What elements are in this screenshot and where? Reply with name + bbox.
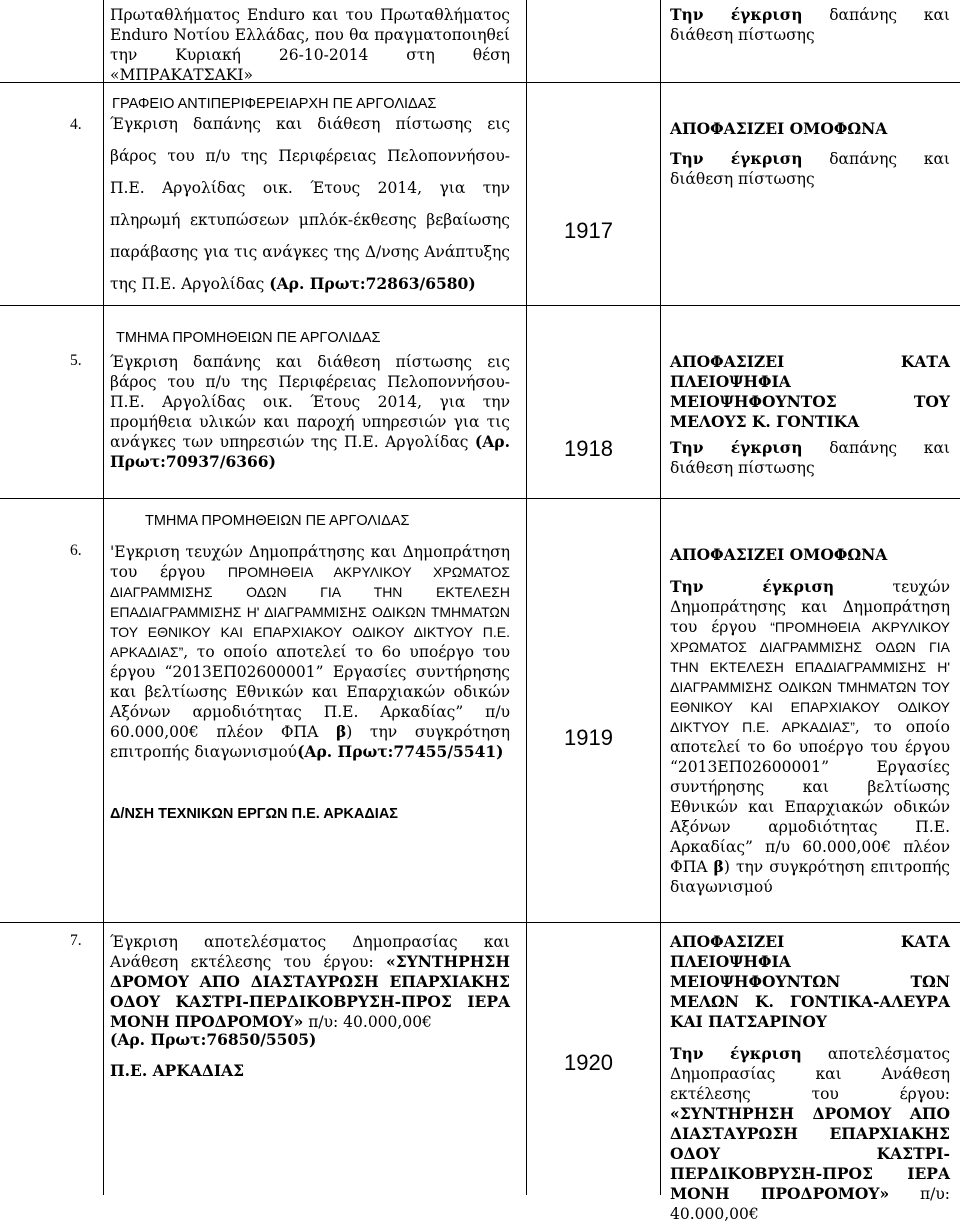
agenda-text: Έγκριση αποτελέσματος Δημοπρασίας και Ανάθεση εκτέλεσης του έργου: «ΣΥΝΤΗΡΗΣΗ ΔΡΟΜΟΥ ΑΠΟ ΔΙΑΣΤΑΥΡΩΣΗ ΕΠΑΡΧΙΑΚΗΣ ΟΔΟΥ ΚΑΣΤΡΙ-ΠΕΡΔΙΚΟΒΡΥΣΗ-ΠΡΟΣ ΙΕΡΑ ΜΟΝΗ ΠΡΟΔΡΟΜΟΥ» π/υ: 40.000,00€ xyxy=(110,933,510,1031)
row-divider xyxy=(0,305,960,306)
item-number: 7. xyxy=(70,932,82,949)
decision-number: 1917 xyxy=(564,218,613,243)
decision-text: Την έγκριση δαπάνης και διάθεση πίστωσης xyxy=(670,5,950,44)
service-name: Π.Ε. ΑΡΚΑΔΙΑΣ xyxy=(110,1061,245,1080)
agenda-text: Πρωταθλήματος Enduro και του Πρωταθλήματος Enduro Νοτίου Ελλάδας, που θα πραγματοποιηθεί την Κυριακή 26-10-2014 στη θέση «ΜΠΡΑΚΑΤΣΑΚΙ» xyxy=(110,6,510,84)
decision-text: ΑΠΟΦΑΣΙΖΕΙ ΟΜΟΦΩΝΑ Την έγκριση τευχών Δημοπράτησης και Δημοπράτηση του έργου “ΠΡΟΜΗΘΕΙΑ ΑΚΡΥΛΙΚΟΥ ΧΡΩΜΑΤΟΣ ΔΙΑΓΡΑΜΜΙΣΗΣ ΟΔΩΝ ΓΙΑ ΤΗΝ ΕΚΤΕΛΕΣΗ ΕΠΑΔΙΑΓΡΑΜΜΙΣΗΣ Η' ΔΙΑΓΡΑΜΜΙΣΗΣ ΟΔΙΚΩΝ ΤΜΗΜΑΤΩΝ ΤΟΥ ΕΘΝΙΚΟΥ ΚΑΙ ΕΠΑΡΧΙΑΚΟΥ ΟΔΙΚΟΥ ΔΙΚΤΥΟΥ Π.Ε. ΑΡΚΑΔΙΑΣ”, το οποίο αποτελεί το 6ο υποέργο του έργου “2013ΕΠ02600001” Εργασίες συντήρησης και βελτίωσης Εθνικών και Επαρχιακών οδικών Αξόνων αρμοδιότητας Π.Ε. Αρκαδίας” π/υ 60.000,00€ πλέον ΦΠΑ β) την συγκρότηση επιτροπής διαγωνισμού xyxy=(670,545,951,896)
decision-number: 1918 xyxy=(564,436,613,461)
agenda-text: Έγκριση δαπάνης και διάθεση πίστωσης εις βάρος του π/υ της Περιφέρειας Πελοποννήσου-Π.Ε. Αργολίδας οικ. Έτους 2014, για την προμήθεια υλικών και παροχή υπηρεσιών για τις ανάγκες των υπηρεσιών της Π.Ε. Αργολίδας (Αρ. Πρωτ:70937/6366) xyxy=(110,353,510,471)
decision-text: ΑΠΟΦΑΣΙΖΕΙ ΟΜΟΦΩΝΑ Την έγκριση δαπάνης και διάθεση πίστωσης xyxy=(670,119,950,188)
row-divider xyxy=(0,498,960,499)
table-border-mid xyxy=(526,0,527,1195)
agenda-text: 'Εγκριση τευχών Δημοπράτησης και Δημοπράτηση του έργου ΠΡΟΜΗΘΕΙΑ ΑΚΡΥΛΙΚΟΥ ΧΡΩΜΑΤΟΣ ΔΙΑΓΡΑΜΜΙΣΗΣ ΟΔΩΝ ΓΙΑ ΤΗΝ ΕΚΤΕΛΕΣΗ ΕΠΑΔΙΑΓΡΑΜΜΙΣΗΣ Η' ΔΙΑΓΡΑΜΜΙΣΗΣ ΟΔΙΚΩΝ ΤΜΗΜΑΤΩΝ ΤΟΥ ΕΘΝΙΚΟΥ ΚΑΙ ΕΠΑΡΧΙΑΚΟΥ ΟΔΙΚΟΥ ΔΙΚΤΥΟΥ Π.Ε. ΑΡΚΑΔΙΑΣ”, το οποίο αποτελεί το 6ο υποέργο του έργου “2013ΕΠ02600001” Εργασίες συντήρησης και βελτίωσης Εθνικών και Επαρχιακών οδικών Αξόνων αρμοδιότητας Π.Ε. Αρκαδίας” π/υ 60.000,00€ πλέον ΦΠΑ β) την συγκρότηση επιτροπής διαγωνισμού(Αρ. Πρωτ:77455/5541) xyxy=(110,543,511,761)
decision-number: 1919 xyxy=(564,725,613,750)
decision-text: ΑΠΟΦΑΣΙΖΕΙ ΚΑΤΑ ΠΛΕΙΟΨΗΦΙΑ ΜΕΙΟΨΗΦΟΥΝΤΩΝ ΤΩΝ ΜΕΛΩΝ Κ. ΓΟΝΤΙΚΑ-ΑΛΕΥΡΑ ΚΑΙ ΠΑΤΣΑΡΙΝΟΥ Την έγκριση αποτελέσματος Δημοπρασίας και Ανάθεση εκτέλεσης του έργου: «ΣΥΝΤΗΡΗΣΗ ΔΡΟΜΟΥ ΑΠΟ ΔΙΑΣΤΑΥΡΩΣΗ ΕΠΑΡΧΙΑΚΗΣ ΟΔΟΥ ΚΑΣΤΡΙ-ΠΕΡΔΙΚΟΒΡΥΣΗ-ΠΡΟΣ ΙΕΡΑ ΜΟΝΗ ΠΡΟΔΡΟΜΟΥ» π/υ: 40.000,00€ xyxy=(670,932,950,1223)
reference-number: (Αρ. Πρωτ:76850/5505) xyxy=(110,1030,317,1049)
table-border-left xyxy=(103,0,104,1195)
service-name: Δ/ΝΣΗ ΤΕΧΝΙΚΩΝ ΕΡΓΩΝ Π.Ε. ΑΡΚΑΔΙΑΣ xyxy=(110,806,399,822)
department-heading: ΤΜΗΜΑ ΠΡΟΜΗΘΕΙΩΝ ΠΕ ΑΡΓΟΛΙΔΑΣ xyxy=(145,513,410,529)
decision-text: ΑΠΟΦΑΣΙΖΕΙ ΚΑΤΑ ΠΛΕΙΟΨΗΦΙΑ ΜΕΙΟΨΗΦΟΥΝΤΟΣ ΤΟΥ ΜΕΛΟΥΣ Κ. ΓΟΝΤΙΚΑ Την έγκριση δαπάνης και διάθεση πίστωσης xyxy=(670,352,950,477)
decision-number: 1920 xyxy=(564,1050,613,1075)
item-number: 4. xyxy=(70,116,82,133)
item-number: 5. xyxy=(70,352,82,369)
row-divider xyxy=(0,922,960,923)
department-heading: ΓΡΑΦΕΙΟ ΑΝΤΙΠΕΡΙΦΕΡΕΙΑΡΧΗ ΠΕ ΑΡΓΟΛΙΔΑΣ xyxy=(112,96,437,112)
department-heading: ΤΜΗΜΑ ΠΡΟΜΗΘΕΙΩΝ ΠΕ ΑΡΓΟΛΙΔΑΣ xyxy=(116,330,381,346)
item-number: 6. xyxy=(70,542,82,559)
table-border-right-col xyxy=(660,0,661,1195)
agenda-text: Έγκριση δαπάνης και διάθεση πίστωσης εις βάρος του π/υ της Περιφέρειας Πελοποννήσου-Π.Ε. Αργολίδας οικ. Έτους 2014, για την πληρωμή εκτυπώσεων μπλόκ-έκθεσης βεβαίωσης παράβασης για τις ανάγκες της Δ/νσης Ανάπτυξης της Π.Ε. Αργολίδας (Αρ. Πρωτ:72863/6580) xyxy=(110,115,510,293)
